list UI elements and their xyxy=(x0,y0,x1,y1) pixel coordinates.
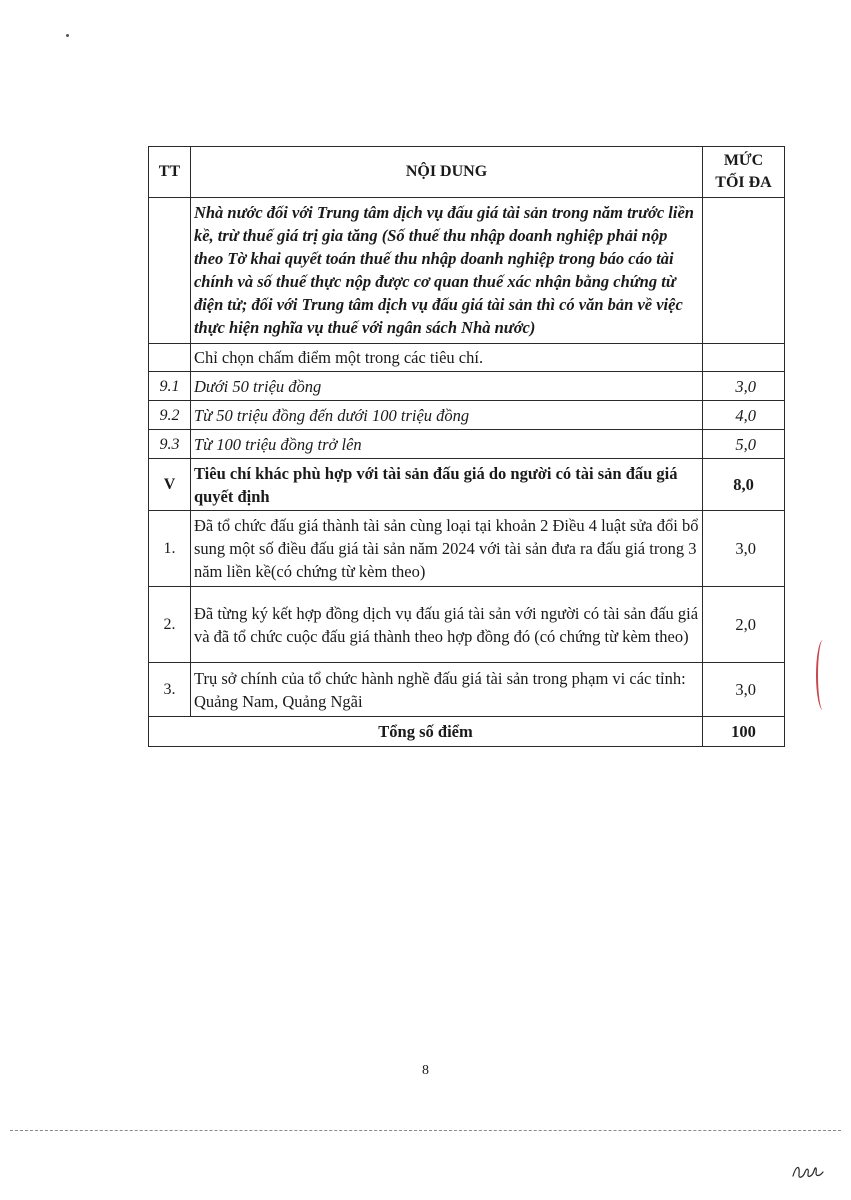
continuation-row xyxy=(149,198,785,344)
sub-item-max: 4,0 xyxy=(703,401,785,430)
item-tt: 3. xyxy=(149,663,191,717)
total-row xyxy=(149,717,785,747)
header-tt: TT xyxy=(149,147,191,198)
header-max: MỨC TỐI ĐA xyxy=(703,147,785,198)
scoring-criteria-table xyxy=(148,146,785,747)
table-row xyxy=(149,401,785,430)
item-max: 2,0 xyxy=(703,587,785,663)
sub-item-max: 3,0 xyxy=(703,372,785,401)
sub-item-content: Dưới 50 triệu đồng xyxy=(190,372,702,401)
note-text: Chỉ chọn chấm điểm một trong các tiêu chí. xyxy=(190,344,702,372)
section-v-row xyxy=(149,459,785,511)
note-row xyxy=(149,344,785,372)
header-content: NỘI DUNG xyxy=(190,147,702,198)
item-content: Đã từng ký kết hợp đồng dịch vụ đấu giá tài sản với người có tài sản đấu giá và đã tổ chức cuộc đấu giá thành theo hợp đồng đó (có chứng từ kèm theo) xyxy=(190,587,702,663)
sub-item-content: Từ 100 triệu đồng trở lên xyxy=(190,430,702,459)
continuation-text: Nhà nước đối với Trung tâm dịch vụ đấu giá tài sản trong năm trước liền kề, trừ thuế giá trị gia tăng (Số thuế thu nhập doanh nghiệp phải nộp theo Tờ khai quyết toán thuế thu nhập doanh nghiệp trong báo cáo tài chính và số thuế thực nộp được cơ quan thuế xác nhận bằng chứng từ điện tử; đối với Trung tâm dịch vụ đấu giá tài sản thì có văn bản về việc thực hiện nghĩa vụ thuế với ngân sách Nhà nước) xyxy=(190,198,702,344)
sub-item-tt: 9.1 xyxy=(149,372,191,401)
table-row xyxy=(149,511,785,587)
table-row xyxy=(149,430,785,459)
section-v-max: 8,0 xyxy=(703,459,785,511)
item-max: 3,0 xyxy=(703,663,785,717)
scan-speck xyxy=(66,34,69,37)
initials-signature xyxy=(790,1160,826,1182)
table-header-row xyxy=(149,147,785,198)
continuation-max xyxy=(703,198,785,344)
table-row xyxy=(149,372,785,401)
note-max xyxy=(703,344,785,372)
item-tt: 2. xyxy=(149,587,191,663)
note-tt xyxy=(149,344,191,372)
sub-item-tt: 9.3 xyxy=(149,430,191,459)
item-content: Trụ sở chính của tổ chức hành nghề đấu giá tài sản trong phạm vi các tỉnh: Quảng Nam, Quảng Ngãi xyxy=(190,663,702,717)
total-value: 100 xyxy=(703,717,785,747)
sub-item-max: 5,0 xyxy=(703,430,785,459)
total-label: Tổng số điểm xyxy=(149,717,703,747)
scan-edge-line xyxy=(10,1130,841,1131)
item-tt: 1. xyxy=(149,511,191,587)
sub-item-content: Từ 50 triệu đồng đến dưới 100 triệu đồng xyxy=(190,401,702,430)
section-v-content: Tiêu chí khác phù hợp với tài sản đấu giá do người có tài sản đấu giá quyết định xyxy=(190,459,702,511)
table-row xyxy=(149,663,785,717)
table-row xyxy=(149,587,785,663)
continuation-tt xyxy=(149,198,191,344)
section-v-tt: V xyxy=(149,459,191,511)
sub-item-tt: 9.2 xyxy=(149,401,191,430)
item-content: Đã tổ chức đấu giá thành tài sản cùng loại tại khoản 2 Điều 4 luật sửa đổi bổ sung một số điều đấu giá tài sản năm 2024 với tài sản đưa ra đấu giá trong 3 năm liền kề(có chứng từ kèm theo) xyxy=(190,511,702,587)
item-max: 3,0 xyxy=(703,511,785,587)
page-number: 8 xyxy=(422,1063,429,1078)
stamp-edge-mark xyxy=(816,640,830,710)
